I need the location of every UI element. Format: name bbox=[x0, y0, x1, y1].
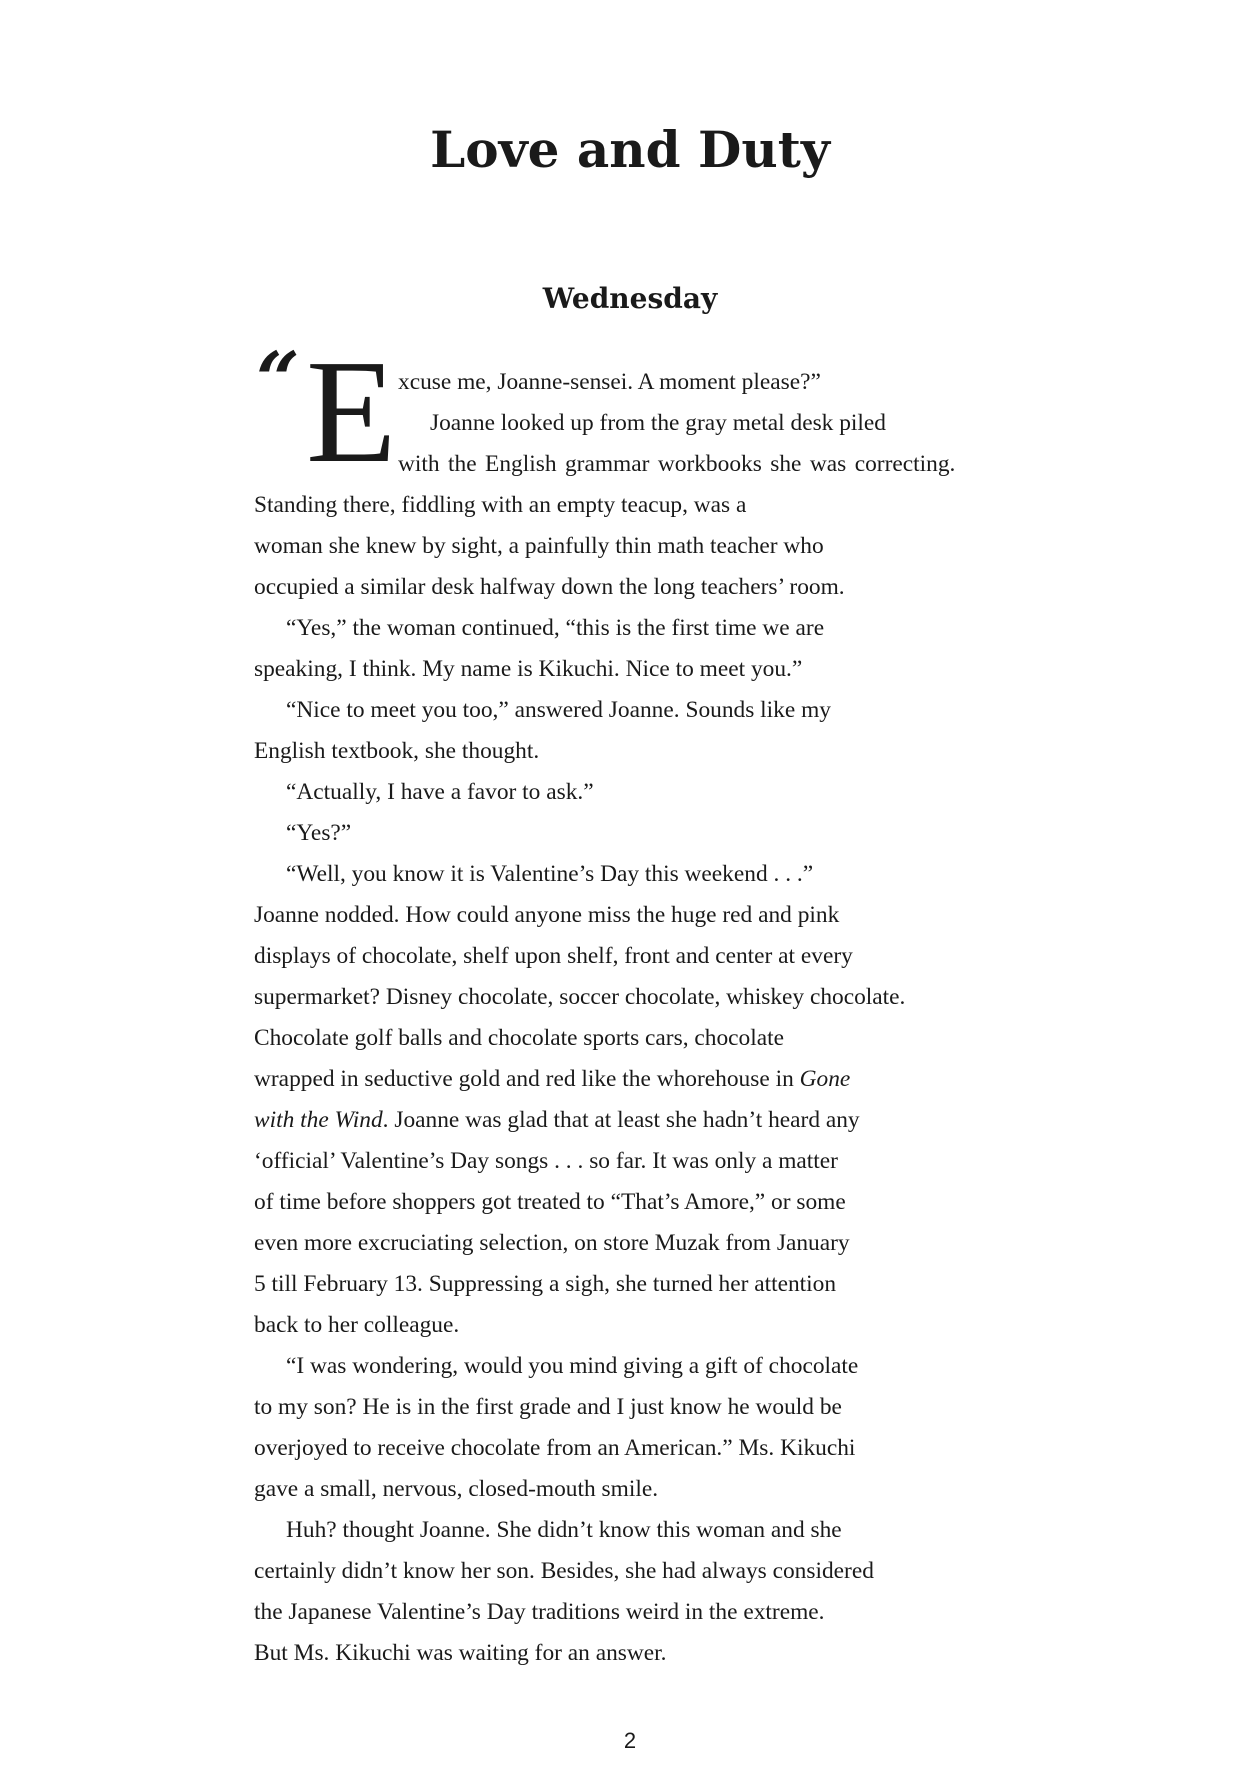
text-line: Joanne nodded. How could anyone miss the huge red and pink bbox=[254, 902, 840, 928]
text-line: certainly didn’t know her son. Besides, she had always considered bbox=[254, 1558, 874, 1584]
text-line bbox=[254, 1059, 850, 1100]
text-line: with the English grammar workbooks she was correcting. bbox=[398, 451, 956, 477]
text-line: “Actually, I have a favor to ask.” bbox=[286, 779, 594, 805]
text-line: xcuse me, Joanne-sensei. A moment please?” bbox=[398, 369, 821, 395]
text-segment: . Joanne was glad that at least she hadn’t heard any bbox=[382, 1107, 860, 1133]
text-line: “Nice to meet you too,” answered Joanne. Sounds like my bbox=[286, 697, 831, 723]
text-line: even more excruciating selection, on store Muzak from January bbox=[254, 1230, 850, 1256]
text-line: 5 till February 13. Suppressing a sigh, she turned her attention bbox=[254, 1271, 837, 1297]
text-line: overjoyed to receive chocolate from an American.” Ms. Kikuchi bbox=[254, 1435, 856, 1461]
text-line: of time before shoppers got treated to “That’s Amore,” or some bbox=[254, 1189, 846, 1215]
chapter-heading: Wednesday bbox=[542, 282, 718, 315]
text-line: speaking, I think. My name is Kikuchi. Nice to meet you.” bbox=[254, 656, 803, 682]
text-line: supermarket? Disney chocolate, soccer chocolate, whiskey chocolate. bbox=[254, 984, 906, 1010]
text-line bbox=[254, 1100, 860, 1141]
text-line: woman she knew by sight, a painfully thin math teacher who bbox=[254, 533, 824, 559]
text-line: ‘official’ Valentine’s Day songs . . . so far. It was only a matter bbox=[254, 1148, 838, 1174]
text-line: “Well, you know it is Valentine’s Day this weekend . . .” bbox=[286, 861, 814, 887]
book-title-reference: with the Wind bbox=[254, 1107, 383, 1133]
text-line: But Ms. Kikuchi was waiting for an answer. bbox=[254, 1640, 667, 1666]
text-line: “Yes,” the woman continued, “this is the first time we are bbox=[286, 615, 825, 641]
drop-cap-letter: E bbox=[306, 330, 397, 494]
text-line: “I was wondering, would you mind giving a gift of chocolate bbox=[286, 1353, 859, 1379]
drop-quote-mark: “ bbox=[256, 335, 300, 424]
text-line: the Japanese Valentine’s Day traditions weird in the extreme. bbox=[254, 1599, 825, 1625]
text-line: to my son? He is in the first grade and I just know he would be bbox=[254, 1394, 842, 1420]
book-title: Love and Duty bbox=[430, 120, 830, 179]
text-line: gave a small, nervous, closed-mouth smile. bbox=[254, 1476, 659, 1502]
text-line: Joanne looked up from the gray metal desk piled bbox=[430, 410, 886, 436]
text-line: Standing there, fiddling with an empty teacup, was a bbox=[254, 492, 747, 518]
book-title-reference: Gone bbox=[799, 1066, 851, 1092]
text-line: “Yes?” bbox=[286, 820, 352, 846]
text-line: displays of chocolate, shelf upon shelf, front and center at every bbox=[254, 943, 853, 969]
text-line: Huh? thought Joanne. She didn’t know this woman and she bbox=[286, 1517, 842, 1543]
text-line: English textbook, she thought. bbox=[254, 738, 540, 764]
text-line: occupied a similar desk halfway down the long teachers’ room. bbox=[254, 574, 845, 600]
text-line: back to her colleague. bbox=[254, 1312, 460, 1338]
page-number: 2 bbox=[623, 1728, 637, 1753]
text-line: Chocolate golf balls and chocolate sports cars, chocolate bbox=[254, 1025, 785, 1051]
text-segment: wrapped in seductive gold and red like the whorehouse in bbox=[254, 1066, 800, 1092]
